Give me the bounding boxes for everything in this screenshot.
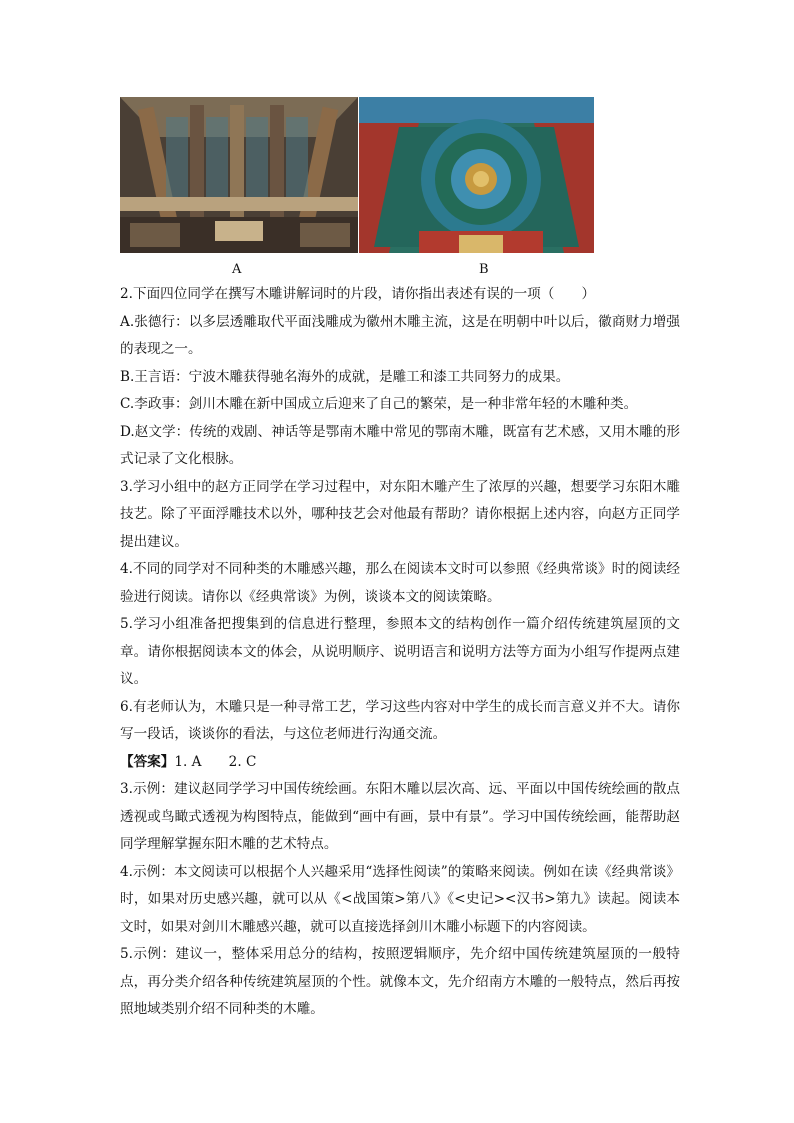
- answer-choices: 1. A 2. C: [174, 753, 257, 770]
- answer-label: 【答案】: [120, 753, 175, 770]
- painted-ceiling-photo-b: [359, 97, 594, 253]
- figure-photos: [120, 97, 594, 253]
- option-b: B.王言语：宁波木雕获得驰名海外的成就，是雕工和漆工共同努力的成果。: [120, 368, 570, 385]
- option-c: C.李政事：剑川木雕在新中国成立后迎来了自己的繁荣，是一种非常年轻的木雕种类。: [120, 396, 638, 412]
- question-3: 3.学习小组中的赵方正同学在学习过程中，对东阳木雕产生了浓厚的兴趣，想要学习东阳木雕技艺。除了平面浮雕技术以外，哪种技艺会对他最有帮助？请你根据上述内容，向赵方正同学提出建议。: [120, 478, 680, 550]
- wooden-ceiling-photo-a: [120, 97, 358, 253]
- figure-label-a: A: [232, 262, 242, 277]
- answer-line: [120, 749, 680, 777]
- question-6: 6.有老师认为，木雕只是一种寻常工艺，学习这些内容对中学生的成长而言意义并不大。请你写一段话，谈谈你的看法，与这位老师进行沟通交流。: [120, 698, 680, 742]
- question-2: 2.下面四位同学在撰写木雕讲解词时的片段，请你指出表述有误的一项（ ）: [120, 286, 596, 302]
- question-4: 4.不同的同学对不同种类的木雕感兴趣，那么在阅读本文时可以参照《经典常谈》时的阅读经验进行阅读。请你以《经典常谈》为例，谈谈本文的阅读策略。: [120, 561, 680, 605]
- option-a: A.张德行：以多层透雕取代平面浅雕成为徽州木雕主流，这是在明朝中叶以后，徽商财力增强的表现之一。: [120, 313, 680, 357]
- figure-label-b: B: [479, 262, 489, 277]
- question-5: 5.学习小组准备把搜集到的信息进行整理，参照本文的结构创作一篇介绍传统建筑屋顶的文章。请你根据阅读本文的体会，从说明顺序、说明语言和说明方法等方面为小组写作提两点建议。: [120, 616, 680, 687]
- answer-5: 5.示例：建议一，整体采用总分的结构，按照逻辑顺序，先介绍中国传统建筑屋顶的一般特点，再分类介绍各种传统建筑屋顶的个性。就像本文，先介绍南方木雕的一般特点，然后再按照地域类别介绍不同种类的木雕。: [120, 946, 680, 1017]
- answer-4: 4.示例：本文阅读可以根据个人兴趣采用“选择性阅读”的策略来阅读。例如在读《经典常谈》时，如果对历史感兴趣，就可以从《<战国策>第八》《<史记><汉书>第九》读起。阅读本文时，如果对剑川木雕感兴趣，就可以直接选择剑川木雕小标题下的内容阅读。: [120, 863, 680, 935]
- document-body: [120, 281, 680, 1024]
- option-d: D.赵文学：传统的戏剧、神话等是鄂南木雕中常见的鄂南木雕，既富有艺术感，又用木雕的形式记录了文化根脉。: [120, 423, 680, 467]
- answer-3: 3.示例：建议赵同学学习中国传统绘画。东阳木雕以层次高、远、平面以中国传统绘画的散点透视或鸟瞰式透视为构图特点，能做到“画中有画，景中有景”。学习中国传统绘画，能帮助赵同学理解掌握东阳木雕的艺术特点。: [120, 781, 680, 852]
